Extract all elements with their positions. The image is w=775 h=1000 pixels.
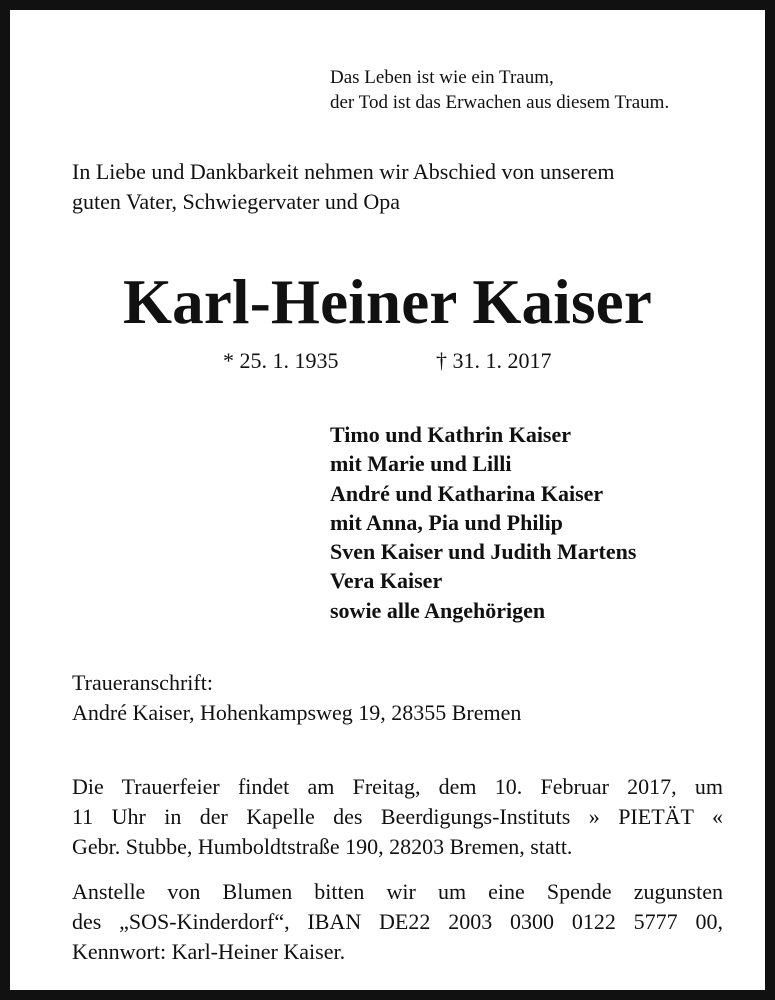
quote-line-1: Das Leben ist wie ein Traum,: [330, 67, 554, 88]
donation-line-1: Anstelle von Blumen bitten wir um eine Spende zugunsten: [72, 879, 723, 904]
service-line-1: Die Trauerfeier findet am Freitag, dem 10. Februar 2017, um: [72, 774, 723, 799]
mourner-line: André und Katharina Kaiser: [330, 480, 604, 506]
donation-line-2: des „SOS-Kinderdorf“, IBAN DE22 2003 0300 0122 5777 00,: [72, 909, 723, 934]
mourner-line: mit Marie und Lilli: [330, 451, 512, 477]
funeral-service-info: [72, 772, 723, 862]
death-date: † 31. 1. 2017: [436, 348, 552, 373]
mourner-line: Timo und Kathrin Kaiser: [330, 422, 572, 447]
service-line-2: 11 Uhr in der Kapelle des Beerdigungs-Instituts » PIETÄT «: [72, 804, 723, 829]
deceased-name: Karl-Heiner Kaiser: [122, 267, 653, 337]
quote-line-2: der Tod ist das Erwachen aus diesem Traum.: [330, 92, 670, 113]
address-label: Traueranschrift:: [72, 670, 213, 695]
intro-line-2: guten Vater, Schwiegervater und Opa: [72, 189, 400, 214]
address-value: André Kaiser, Hohenkampsweg 19, 28355 Bremen: [72, 700, 522, 725]
donation-line-3: Kennwort: Karl-Heiner Kaiser.: [72, 939, 346, 964]
mourner-line: sowie alle Angehörigen: [330, 597, 546, 623]
service-line-3: Gebr. Stubbe, Humboldtstraße 190, 28203 Bremen, statt.: [72, 834, 573, 859]
mourner-line: Vera Kaiser: [330, 568, 443, 594]
intro-line-1: In Liebe und Dankbarkeit nehmen wir Abschied von unserem: [72, 159, 615, 184]
donation-request: [72, 877, 723, 967]
intro-text: [72, 157, 615, 217]
mourners-list: [330, 420, 636, 625]
quote: [330, 65, 669, 115]
mourner-line: Sven Kaiser und Judith Martens: [330, 539, 637, 565]
mourner-line: mit Anna, Pia und Philip: [330, 509, 563, 535]
birth-date: * 25. 1. 1935: [223, 348, 339, 373]
mourning-address: [72, 668, 521, 728]
